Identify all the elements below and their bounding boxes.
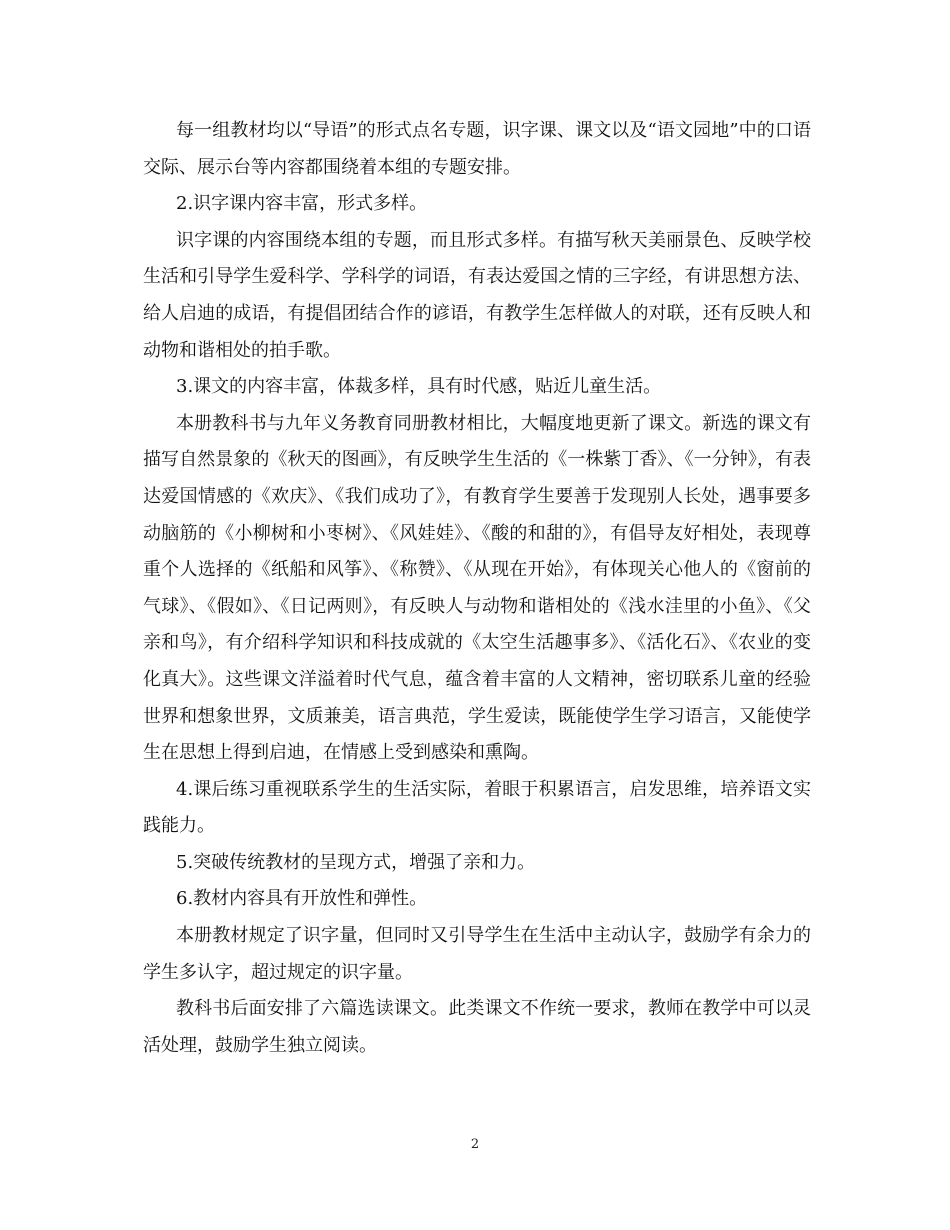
heading-item-5: 5.突破传统教材的呈现方式，增强了亲和力。	[176, 851, 536, 873]
heading-item-2: 2.识字课内容丰富，形式多样。	[176, 193, 428, 215]
heading-item-4: 4.课后练习重视联系学生的生活实际，着眼于积累语言，启发思维，培养语文实践能力。	[143, 778, 811, 837]
paragraph-textbook-texts: 本册教科书与九年义务教育同册教材相比，大幅度地更新了课文。新选的课文有描写自然景象的《秋天的图画》，有反映学生生活的《一株紫丁香》、《一分钟》，有表达爱国情感的《欢庆》、《我们成功了》，有教育学生要善于发现别人长处，遇事要多动脑筋的《小柳树和小枣树》、《风娃娃》、《酸的和甜的》，有倡导友好相处，表现尊重个人选择的《纸船和风筝》、《称赞》、《从现在开始》，有体现关心他人的《窗前的气球》、《假如》、《日记两则》，有反映人与动物和谐相处的《浅水洼里的小鱼》、《父亲和鸟》，有介绍科学知识和科技成就的《太空生活趣事多》、《活化石》、《农业的变化真大》。这些课文洋溢着时代气息，蕴含着丰富的人文精神，密切联系儿童的经验世界和想象世界，文质兼美，语言典范，学生爱读，既能使学生学习语言，又能使学生在思想上得到启迪，在情感上受到感染和熏陶。	[143, 412, 811, 764]
page-body	[143, 113, 811, 1064]
paragraph-topic-intro: 每一组教材均以“导语”的形式点名专题，识字课、课文以及“语文园地”中的口语交际、展示台等内容都围绕着本组的专题安排。	[143, 120, 811, 178]
paragraph-optional-readings: 教科书后面安排了六篇选读课文。此类课文不作统一要求，教师在教学中可以灵活处理，鼓励学生独立阅读。	[143, 998, 811, 1056]
paragraph-literacy-lessons: 识字课的内容围绕本组的专题，而且形式多样。有描写秋天美丽景色、反映学校生活和引导学生爱科学、学科学的词语，有表达爱国之情的三字经，有讲思想方法、给人启迪的成语，有提倡团结合作的谚语，有教学生怎样做人的对联，还有反映人和动物和谐相处的拍手歌。	[143, 229, 811, 361]
heading-item-3: 3.课文的内容丰富，体裁多样，具有时代感，贴近儿童生活。	[176, 376, 662, 398]
page-number: 2	[470, 1137, 480, 1152]
paragraph-literacy-quota: 本册教材规定了识字量，但同时又引导学生在生活中主动认字，鼓励学有余力的学生多认字，超过规定的识字量。	[143, 925, 811, 983]
heading-item-6: 6.教材内容具有开放性和弹性。	[176, 888, 428, 910]
